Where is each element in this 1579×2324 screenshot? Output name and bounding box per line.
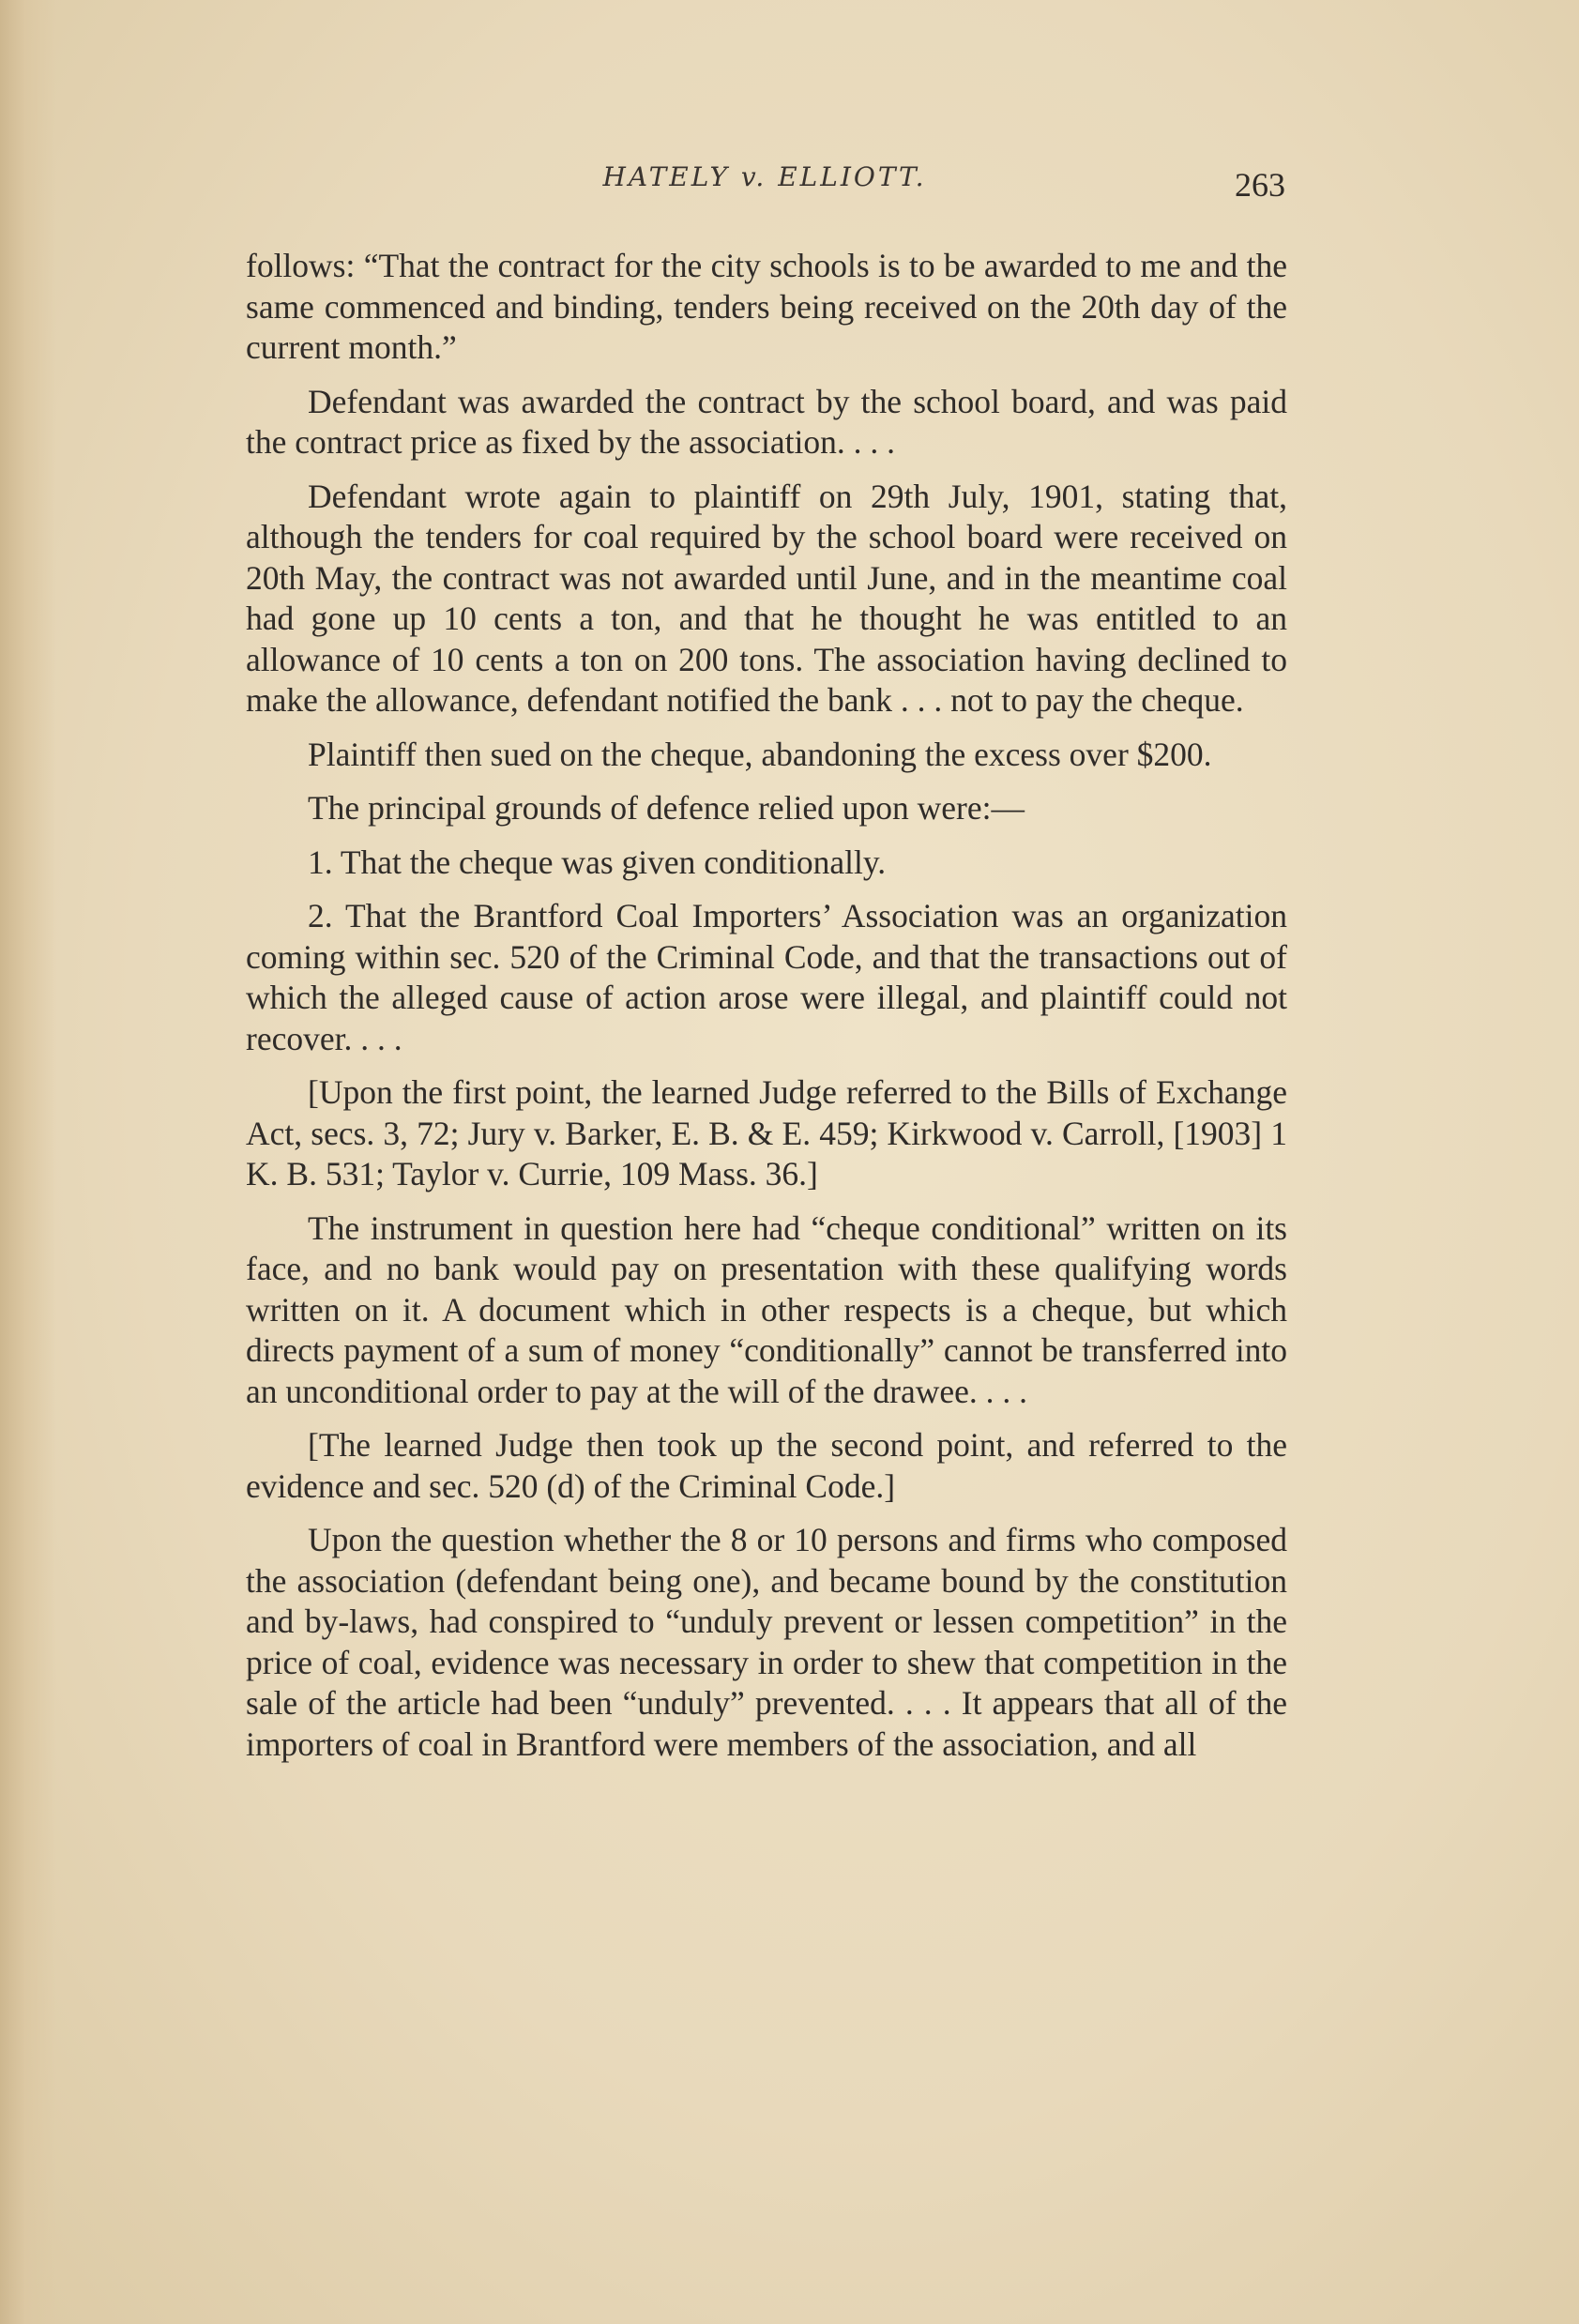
page-gutter-shadow [0,0,56,2324]
paragraph: Plaintiff then sued on the cheque, abandoning the excess over $200. [308,735,1212,773]
body-text [246,246,1287,1778]
running-head [244,161,1285,208]
page-number: 263 [1235,166,1285,204]
paragraph: 2. That the Brantford Coal Importers’ Association was an organization coming within sec. 520 of the Criminal Code, and that the transactions out of which the alleged cause of action arose were illegal, and plaintiff could not recover. . . . [246,897,1287,1057]
paragraph: [The learned Judge then took up the second point, and referred to the evidence and sec. 520 (d) of the Criminal Code.] [246,1426,1287,1505]
paragraph-continuation: follows: “That the contract for the city schools is to be awarded to me and the same commenced and binding, tenders being received on the 20th day of the current month.” [246,247,1287,366]
running-title: HATELY v. ELLIOTT. [602,161,927,192]
paragraph: Upon the question whether the 8 or 10 persons and firms who composed the association (defendant being one), and became bound by the constitution and by-laws, had conspired to “unduly prevent or lessen competition” in the price of coal, evidence was necessary in order to shew that competition in the sale of the article had been “unduly” prevented. . . . It appears that all of the importers of coal in Brantford were members of the association, and all [246,1521,1287,1763]
paragraph: The principal grounds of defence relied upon were:— [308,789,1025,827]
paragraph: Defendant wrote again to plaintiff on 29th July, 1901, stating that, although the tenders for coal required by the school board were received on 20th May, the contract was not awarded until June, and in the meantime coal had gone up 10 cents a ton, and that he thought he was entitled to an allowance of 10 cents a ton on 200 tons. The association having declined to make the allowance, defendant notified the bank . . . not to pay the cheque. [246,477,1287,719]
paragraph: [Upon the first point, the learned Judge referred to the Bills of Exchange Act, secs. 3, 72; Jury v. Barker, E. B. & E. 459; Kirkwood v. Carroll, [1903] 1 K. B. 531; Taylor v. Currie, 109 Mass. 36.] [246,1073,1287,1192]
paragraph: Defendant was awarded the contract by the school board, and was paid the contract price as fixed by the association. . . . [246,382,1287,461]
paragraph: 1. That the cheque was given conditionally. [308,843,887,881]
paragraph: The instrument in question here had “cheque conditional” written on its face, and no bank would pay on presentation with these qualifying words written on it. A document which in other respects is a cheque, but which directs payment of a sum of money “conditionally” cannot be transferred into an unconditional order to pay at the will of the drawee. . . . [246,1208,1287,1410]
